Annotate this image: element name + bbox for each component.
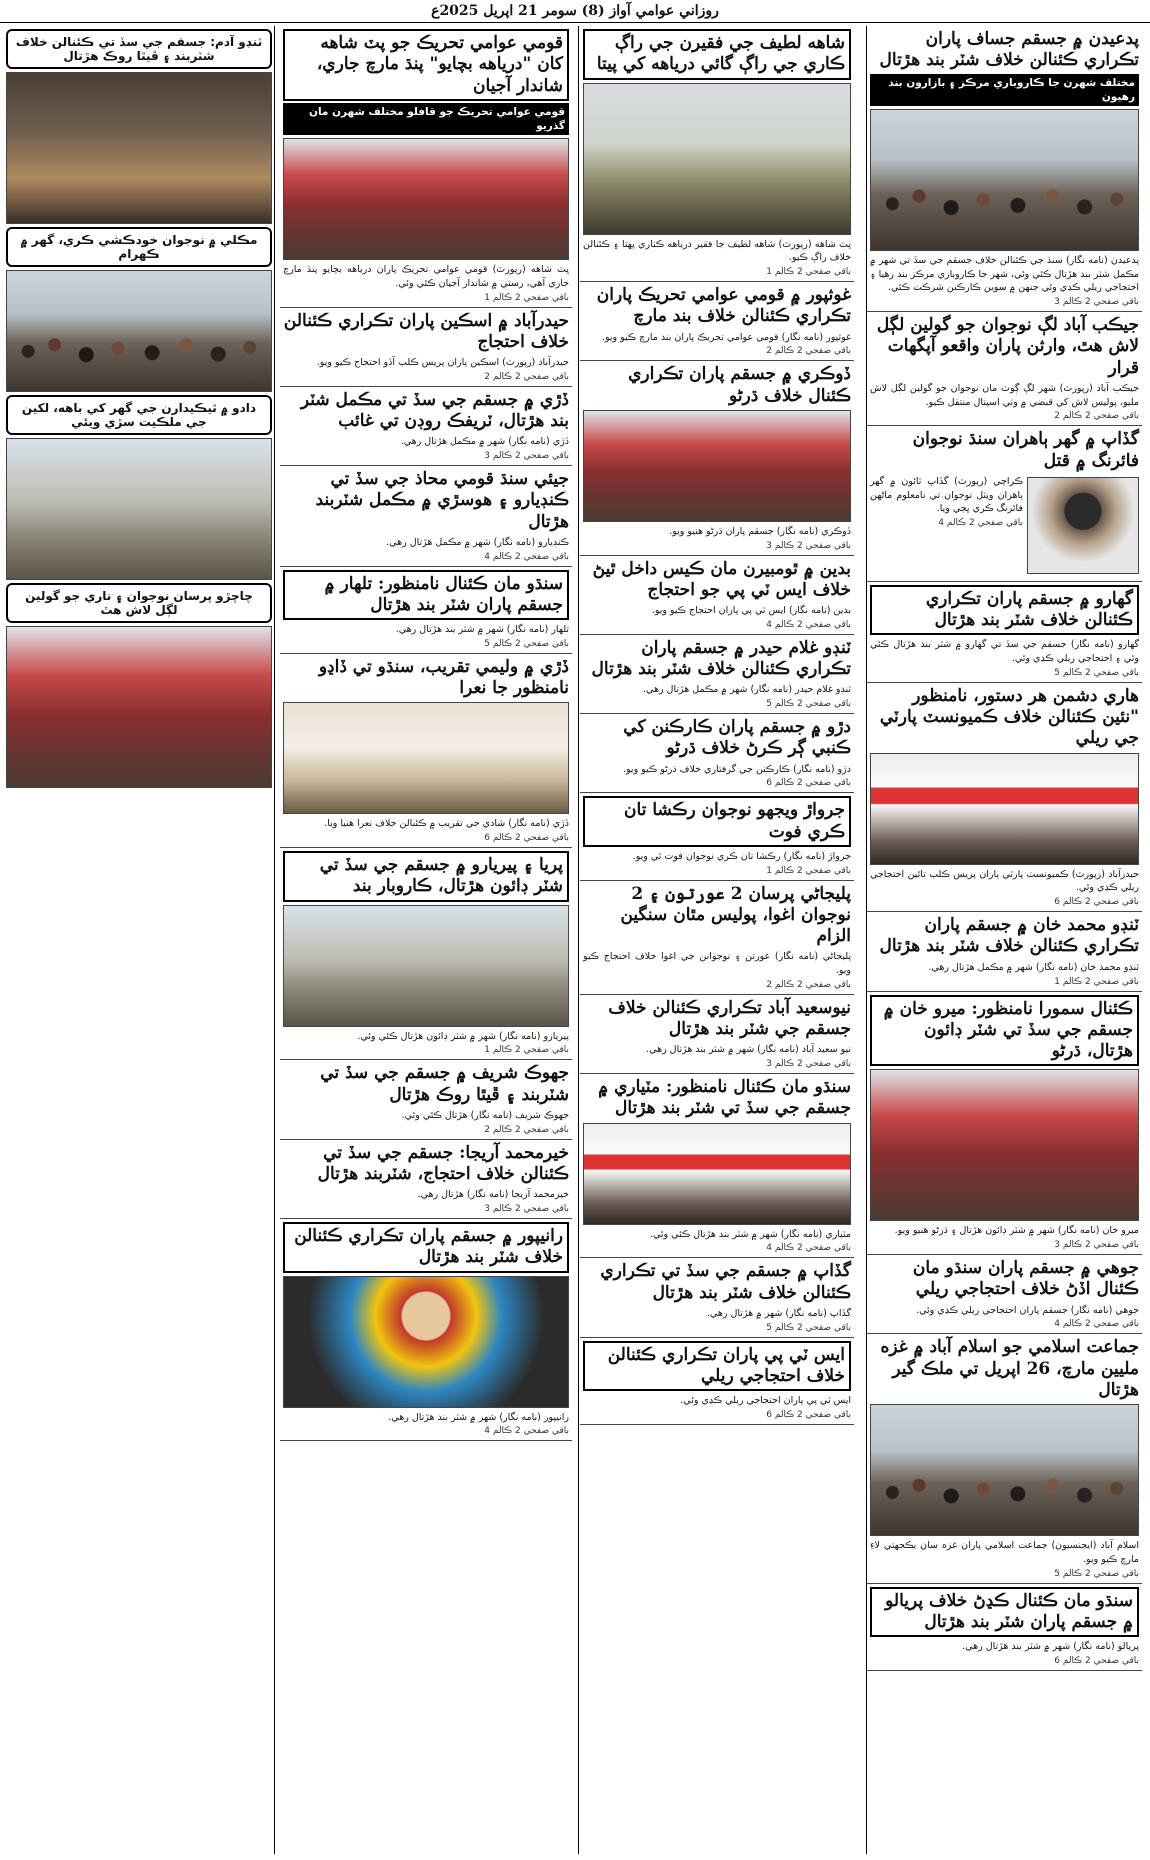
article-continued: باقي صفحي 2 ڪالم 6 bbox=[484, 833, 569, 844]
article-headline: سنڌو مان ڪئنال نامنظور: مٽياري ۾ جسقم جي سڏ تي شٽر بند هڙتال bbox=[598, 1077, 851, 1119]
article-body: جهوڪ شريف (نامه نگار) هڙتال ڪئي وئي. bbox=[401, 1109, 569, 1121]
article-headline: نيوسعيد آباد تڪراري ڪئنالن خلاف جسقم جي شٽر بند هڙتال bbox=[608, 997, 851, 1040]
article bbox=[580, 635, 854, 714]
article-headline: گهارو ۾ جسقم پاران تڪراري ڪئنالن خلاف شٽر بند هڙتال bbox=[870, 585, 1139, 636]
article-photo bbox=[6, 270, 272, 392]
boxed-notice: ٽنڊو آدم: جسقم جي سڏ تي ڪئنالن خلاف شٽربند ۽ ڦيٿا روڪ هڙتال bbox=[6, 29, 272, 69]
article-headline: جيڪب آباد لڳ نوجوان جو گولين لڳل لاش هٿ، وارثن پاران واقعو آپگهات قرار bbox=[876, 315, 1139, 378]
middle-column bbox=[580, 26, 854, 1854]
article-body: ڀٽ شاهه (رپورٽ) قومي عوامي تحريڪ پاران درياهه بچايو پنڌ مارچ جاري آهي، رستي ۾ شاندار آجيان ڪئي وئي. bbox=[283, 264, 569, 289]
article bbox=[280, 1060, 572, 1139]
article-continued: باقي صفحي 2 ڪالم 3 bbox=[766, 540, 851, 551]
article bbox=[580, 793, 854, 880]
article-headline: هاري دشمن هر دستور، نامنظور "نئين ڪئنالن خلاف ڪميونسٽ پارٽي جي ريلي bbox=[879, 685, 1139, 749]
article-continued: باقي صفحي 2 ڪالم 1 bbox=[766, 865, 851, 876]
article-body: ميرو خان (نامه نگار) شهر ۾ شٽر ڊائون هڙتال ۽ ڌرڻو هنيو ويو. bbox=[894, 1225, 1139, 1237]
article-headline: جوهي ۾ جسقم پاران سنڌو مان ڪئنال اڏڻ خلاف احتجاجي ريلي bbox=[912, 1258, 1139, 1300]
article bbox=[580, 282, 854, 361]
article-body: ڪراچي (رپورٽ) گڏاپ ٽائون ۾ گهر ٻاهران ويٺل نوجوان تي نامعلوم ماڻهن فائرنگ ڪري ڀڄي ويا. bbox=[870, 475, 1023, 515]
article-headline: جماعت اسلامي جو اسلام آباد ۾ غزه مليين مارچ، 26 اپريل تي ملڪ گير هڙتال bbox=[880, 1337, 1139, 1400]
masthead-text: روزاني عوامي آواز (8) سومر 21 اپريل 2025ع bbox=[431, 3, 719, 19]
article-headline: غوثپور ۾ قومي عوامي تحريڪ پاران تڪراري ڪئنالن خلاف بند مارچ bbox=[596, 285, 851, 327]
article-headline: خيرمحمد آريجا: جسقم جي سڏ تي ڪئنالن خلاف احتجاج، شٽربند هڙتال bbox=[317, 1142, 569, 1184]
article-headline: ڏڙي ۾ جسقم جي سڏ تي مڪمل شٽر بند هڙتال، ٽريفڪ روڊن تي غائب bbox=[300, 389, 569, 432]
article-continued: باقي صفحي 2 ڪالم 3 bbox=[1054, 297, 1139, 308]
article bbox=[867, 1584, 1142, 1671]
article bbox=[280, 654, 572, 848]
article-body: ڏوڪري (نامه نگار) جسقم پاران ڌرڻو هنيو ويو. bbox=[669, 525, 851, 537]
article-body: ڏڙي (نامه نگار) شهر ۾ مڪمل هڙتال رهي. bbox=[400, 436, 569, 448]
article-continued: باقي صفحي 2 ڪالم 1 bbox=[484, 292, 569, 303]
article bbox=[580, 361, 854, 555]
article bbox=[280, 26, 572, 308]
article-headline: پليجاڻي پرسان 2 عورتون ۽ 2 نوجوان اغوا، پوليس مٿان سنگين الزام bbox=[620, 883, 851, 947]
article-body: جوهي (نامه نگار) جسقم پاران احتجاجي ريلي ڪڍي وئي. bbox=[916, 1304, 1139, 1316]
article-headline: ڏڙي ۾ وليمي تقريب، سنڌو تي ڏاڍو نامنظور جا نعرا bbox=[318, 656, 569, 699]
article-continued: باقي صفحي 2 ڪالم 2 bbox=[484, 371, 569, 382]
article-photo bbox=[283, 905, 569, 1027]
article bbox=[280, 1140, 572, 1219]
article-photo bbox=[583, 1123, 851, 1225]
article bbox=[867, 582, 1142, 683]
article-body: حيدرآباد (رپورٽ) ڪميونسٽ پارٽي پاران پريس ڪلب تائين احتجاجي ريلي ڪڍي وئي. bbox=[870, 868, 1139, 894]
article-body: اسلام آباد (ايجنسيون) جماعت اسلامي پاران غزه سان يڪجهتي لاءِ مارچ ڪيو ويو. bbox=[870, 1540, 1139, 1565]
article bbox=[580, 714, 854, 793]
article bbox=[580, 1074, 854, 1258]
article-continued: باقي صفحي 2 ڪالم 3 bbox=[766, 1059, 851, 1070]
article-photo bbox=[870, 1069, 1139, 1221]
column-rule bbox=[578, 26, 579, 1854]
article bbox=[580, 556, 854, 635]
article-body: نيو سعيد آباد (نامه نگار) شهر ۾ شٽر بند هڙتال رهي. bbox=[646, 1044, 851, 1056]
article-body: رانيپور (نامه نگار) شهر ۾ شٽر بند هڙتال رهي. bbox=[388, 1411, 569, 1423]
article-photo bbox=[283, 702, 569, 814]
boxed-notice: دادو ۾ ٿيڪيدارن جي گهر کي باهه، لکين جي ملڪيت سڙي ويئي bbox=[6, 395, 272, 435]
article-photo bbox=[6, 438, 272, 580]
article-continued: باقي صفحي 2 ڪالم 4 bbox=[484, 1426, 569, 1437]
article-body: پليجاڻي (نامه نگار) عورتن ۽ نوجوانن جي اغوا خلاف احتجاج ڪيو ويو. bbox=[583, 951, 851, 977]
article bbox=[280, 1219, 572, 1441]
article bbox=[867, 426, 1142, 582]
article-continued: باقي صفحي 2 ڪالم 5 bbox=[766, 1322, 851, 1333]
article bbox=[867, 912, 1142, 991]
article-body: حيدرآباد (رپورٽ) اسڪين پاران پريس ڪلب آڏو احتجاج ڪيو ويو. bbox=[316, 357, 569, 369]
article-headline: دڙو ۾ جسقم پاران ڪارڪنن کي ڪنبي ڳر ڪرڻ خلاف ڌرڻو bbox=[623, 717, 851, 759]
article bbox=[580, 881, 854, 995]
article-continued: باقي صفحي 2 ڪالم 4 bbox=[938, 518, 1023, 529]
article-headline: ڏوڪري ۾ جسقم پاران تڪراري ڪئنال خلاف ڌرڻو bbox=[628, 364, 851, 406]
article-body: گڏاپ (نامه نگار) شهر ۾ هڙتال رهي. bbox=[706, 1307, 851, 1319]
article bbox=[580, 26, 854, 282]
article-headline: گڏاپ ۾ جسقم جي سڏ تي تڪراري ڪئنالن خلاف شٽر بند هڙتال bbox=[600, 1261, 851, 1303]
article bbox=[580, 995, 854, 1074]
article-photo bbox=[6, 72, 272, 224]
far-left-column bbox=[6, 26, 272, 1854]
article-continued: باقي صفحي 2 ڪالم 4 bbox=[766, 619, 851, 630]
article-headline: ڪئنال سمورا نامنظور: ميرو خان ۾ جسقم جي سڏ تي شٽر ڊائون هڙتال، ڌرڻو bbox=[870, 995, 1139, 1067]
article-body: ٽنڊو غلام حيدر (نامه نگار) شهر ۾ مڪمل هڙتال رهي. bbox=[643, 684, 851, 696]
article-photo bbox=[583, 83, 851, 235]
article-headline: جرواڙ ويجهو نوجوان رڪشا تان ڪري فوت bbox=[583, 796, 851, 847]
article bbox=[867, 992, 1142, 1256]
article-subheadline: مختلف شهرن جا ڪاروباري مرڪز ۽ بازارون بند رهيون bbox=[870, 74, 1139, 106]
article-body: پدعيدن (نامه نگار) سنڌ جي ڪئنالن خلاف جسقم جي سڏ تي شهر ۾ مڪمل شٽر بند هڙتال ڪئي وئي، شهر جا ڪاروباري مرڪز بند رهيا ۽ احتجاجي ريلي ڪڍي وئي جنهن ۾ سوين ڪارڪنن شرڪت ڪئي. bbox=[870, 254, 1139, 294]
article bbox=[867, 1255, 1142, 1334]
article-photo bbox=[283, 138, 569, 260]
boxed-notice: مڪلي ۾ نوجوان خودڪشي ڪري، گهر ۾ ڪهرام bbox=[6, 227, 272, 267]
article-continued: باقي صفحي 2 ڪالم 3 bbox=[1054, 1240, 1139, 1251]
article-continued: باقي صفحي 2 ڪالم 2 bbox=[766, 979, 851, 990]
article-body: پيريارو (نامه نگار) شهر ۾ شٽر ڊائون هڙتال ڪئي وئي. bbox=[357, 1030, 569, 1042]
article-continued: باقي صفحي 2 ڪالم 4 bbox=[766, 1243, 851, 1254]
article-body: ڪنڊيارو (نامه نگار) شهر ۾ مڪمل هڙتال رهي. bbox=[386, 536, 569, 548]
article-continued: باقي صفحي 2 ڪالم 6 bbox=[766, 1409, 851, 1420]
right-column bbox=[867, 26, 1142, 1854]
article bbox=[580, 1338, 854, 1425]
article-headline: ٽنڊو غلام حيدر ۾ جسقم پاران تڪراري ڪئنالن خلاف شٽر بند هڙتال bbox=[591, 637, 851, 680]
masthead bbox=[0, 0, 1150, 23]
article-photo bbox=[1027, 477, 1139, 574]
left-column bbox=[280, 26, 572, 1854]
article-headline: بدين ۾ ٿومبيرن مان ڪيس داخل ٿيڻ خلاف ايس ٽي پي جو احتجاج bbox=[592, 558, 851, 600]
article-body: ايس ٽي پي پاران احتجاجي ريلي ڪڍي وئي. bbox=[680, 1395, 851, 1407]
article-body: جرواڙ (نامه نگار) رڪشا تان ڪري نوجوان فوت ٿي ويو. bbox=[632, 850, 851, 862]
article-continued: باقي صفحي 2 ڪالم 1 bbox=[766, 267, 851, 278]
article-body: دڙو (نامه نگار) ڪارڪنن جي گرفتاري خلاف ڌرڻو ڪيو ويو. bbox=[623, 763, 851, 775]
article-body: ڀٽ شاهه (رپورٽ) شاهه لطيف جا فقير درياهه ڪناري پهتا ۽ ڪئنالن خلاف راڳ ڪيو. bbox=[583, 238, 851, 264]
article-continued: باقي صفحي 2 ڪالم 2 bbox=[1054, 411, 1139, 422]
article-continued: باقي صفحي 2 ڪالم 6 bbox=[1054, 1655, 1139, 1666]
boxed-notice: چاچڙو پرسان نوجوان ۽ ناري جو گولين لڳل لاش هٿ bbox=[6, 583, 272, 623]
article bbox=[580, 1258, 854, 1337]
article-headline: جيئي سنڌ قومي محاذ جي سڏ تي ڪنڊيارو ۽ هوسڙي ۾ مڪمل شٽربند هڙتال bbox=[315, 469, 569, 532]
article bbox=[867, 312, 1142, 426]
article-continued: باقي صفحي 2 ڪالم 5 bbox=[1054, 1568, 1139, 1579]
article-headline: سنڌو مان ڪئنال ڪڍڻ خلاف پريالو ۾ جسقم پاران شٽر بند هڙتال bbox=[870, 1587, 1139, 1638]
article-headline: جهوڪ شريف ۾ جسقم جي سڏ تي شٽربند ۽ ڦيٿا روڪ هڙتال bbox=[320, 1063, 569, 1105]
article-body: مٽياري (نامه نگار) شهر ۾ شٽر بند هڙتال ڪئي وئي. bbox=[649, 1228, 851, 1240]
article-photo bbox=[870, 753, 1139, 865]
article-body: بدين (نامه نگار) ايس ٽي پي پاران احتجاج ڪيو ويو. bbox=[651, 605, 851, 617]
article-photo bbox=[6, 626, 272, 788]
article-subheadline: قومي عوامي تحريڪ جو قافلو مختلف شهرن مان گذريو bbox=[283, 103, 569, 135]
column-rule bbox=[274, 26, 275, 1854]
article-continued: باقي صفحي 2 ڪالم 5 bbox=[484, 638, 569, 649]
article-headline: قومي عوامي تحريڪ جو پٽ شاهه کان "درياهه بچايو" پنڌ مارچ جاري، شاندار آجيان bbox=[283, 29, 569, 101]
article-body: غوثپور (نامه نگار) قومي عوامي تحريڪ پاران بند مارچ ڪيو ويو. bbox=[601, 331, 851, 343]
article-photo bbox=[583, 410, 851, 522]
article-headline: ايس ٽي پي پاران تڪراري ڪئنالن خلاف احتجاجي ريلي bbox=[583, 1341, 851, 1392]
article-continued: باقي صفحي 2 ڪالم 1 bbox=[484, 1045, 569, 1056]
article bbox=[867, 26, 1142, 312]
article-continued: باقي صفحي 2 ڪالم 3 bbox=[484, 1204, 569, 1214]
article-headline: ٽنڊو محمد خان ۾ جسقم پاران تڪراري ڪئنالن خلاف شٽر بند هڙتال bbox=[879, 915, 1139, 957]
article-continued: باقي صفحي 2 ڪالم 5 bbox=[1054, 667, 1139, 678]
article-headline: شاهه لطيف جي فقيرن جي راڳ ڪاري جي راڳ گائي درياهه کي پيتا bbox=[583, 29, 851, 80]
article-photo bbox=[870, 109, 1139, 251]
article-continued: باقي صفحي 2 ڪالم 4 bbox=[1054, 1319, 1139, 1330]
article-continued: باقي صفحي 2 ڪالم 3 bbox=[484, 451, 569, 462]
article-headline: حيدرآباد ۾ اسڪين پاران تڪراري ڪئنالن خلاف احتجاج bbox=[283, 310, 569, 352]
article-headline: رانيپور ۾ جسقم پاران تڪراري ڪئنالن خلاف شٽر بند هڙتال bbox=[283, 1222, 569, 1273]
article-continued: باقي صفحي 2 ڪالم 5 bbox=[766, 699, 851, 710]
article bbox=[280, 466, 572, 567]
article-photo bbox=[870, 1404, 1139, 1536]
article-body: ٽنڊو محمد خان (نامه نگار) شهر ۾ مڪمل هڙتال رهي. bbox=[928, 961, 1139, 973]
article bbox=[280, 308, 572, 387]
article bbox=[867, 683, 1142, 912]
article-body: ڏڙي (نامه نگار) شادي جي تقريب ۾ ڪئنالن خلاف نعرا هنيا ويا. bbox=[324, 818, 569, 830]
article-body: تلهار (نامه نگار) شهر ۾ شٽر بند هڙتال رهي. bbox=[395, 624, 569, 636]
article bbox=[280, 387, 572, 466]
article bbox=[867, 1334, 1142, 1583]
article-continued: باقي صفحي 2 ڪالم 6 bbox=[1054, 897, 1139, 908]
article-body: جيڪب آباد (رپورٽ) شهر لڳ ڳوٺ مان نوجوان جو گولين لڳل لاش مليو، پوليس لاش کي قبضي ۾ وٺي اسپتال منتقل ڪيو. bbox=[870, 382, 1139, 408]
article-headline: پدعيدن ۾ جسقم جساف پاران تڪراري ڪئنالن خلاف شٽر بند هڙتال bbox=[879, 29, 1139, 71]
article-continued: باقي صفحي 2 ڪالم 2 bbox=[484, 1124, 569, 1135]
article-continued: باقي صفحي 2 ڪالم 6 bbox=[766, 778, 851, 789]
article-headline: سنڌو مان ڪئنال نامنظور: تلهار ۾ جسقم پاران شٽر بند هڙتال bbox=[283, 570, 569, 621]
article-headline: گڏاپ ۾ گهر ٻاهران سنڌ نوجوان فائرنگ ۾ قتل bbox=[912, 429, 1139, 471]
article-body: گهارو (نامه نگار) جسقم جي سڏ تي گهارو ۾ شٽر بند هڙتال ڪئي وئي ۽ احتجاجي ريلي ڪڍي وئي. bbox=[870, 639, 1139, 665]
article-photo bbox=[283, 1276, 569, 1408]
article-continued: باقي صفحي 2 ڪالم 4 bbox=[484, 551, 569, 562]
article-headline: پريا ۽ پيريارو ۾ جسقم جي سڏ تي شٽر ڊائون هڙتال، ڪاروبار بند bbox=[283, 851, 569, 902]
article-continued: باقي صفحي 2 ڪالم 1 bbox=[1054, 976, 1139, 987]
article-body: خيرمحمد آريجا (نامه نگار) هڙتال رهي. bbox=[417, 1189, 569, 1201]
article bbox=[280, 567, 572, 654]
article-body: پريالو (نامه نگار) شهر ۾ شٽر بند هڙتال رهي. bbox=[962, 1641, 1139, 1653]
article-continued: باقي صفحي 2 ڪالم 2 bbox=[766, 346, 851, 357]
article bbox=[280, 848, 572, 1060]
